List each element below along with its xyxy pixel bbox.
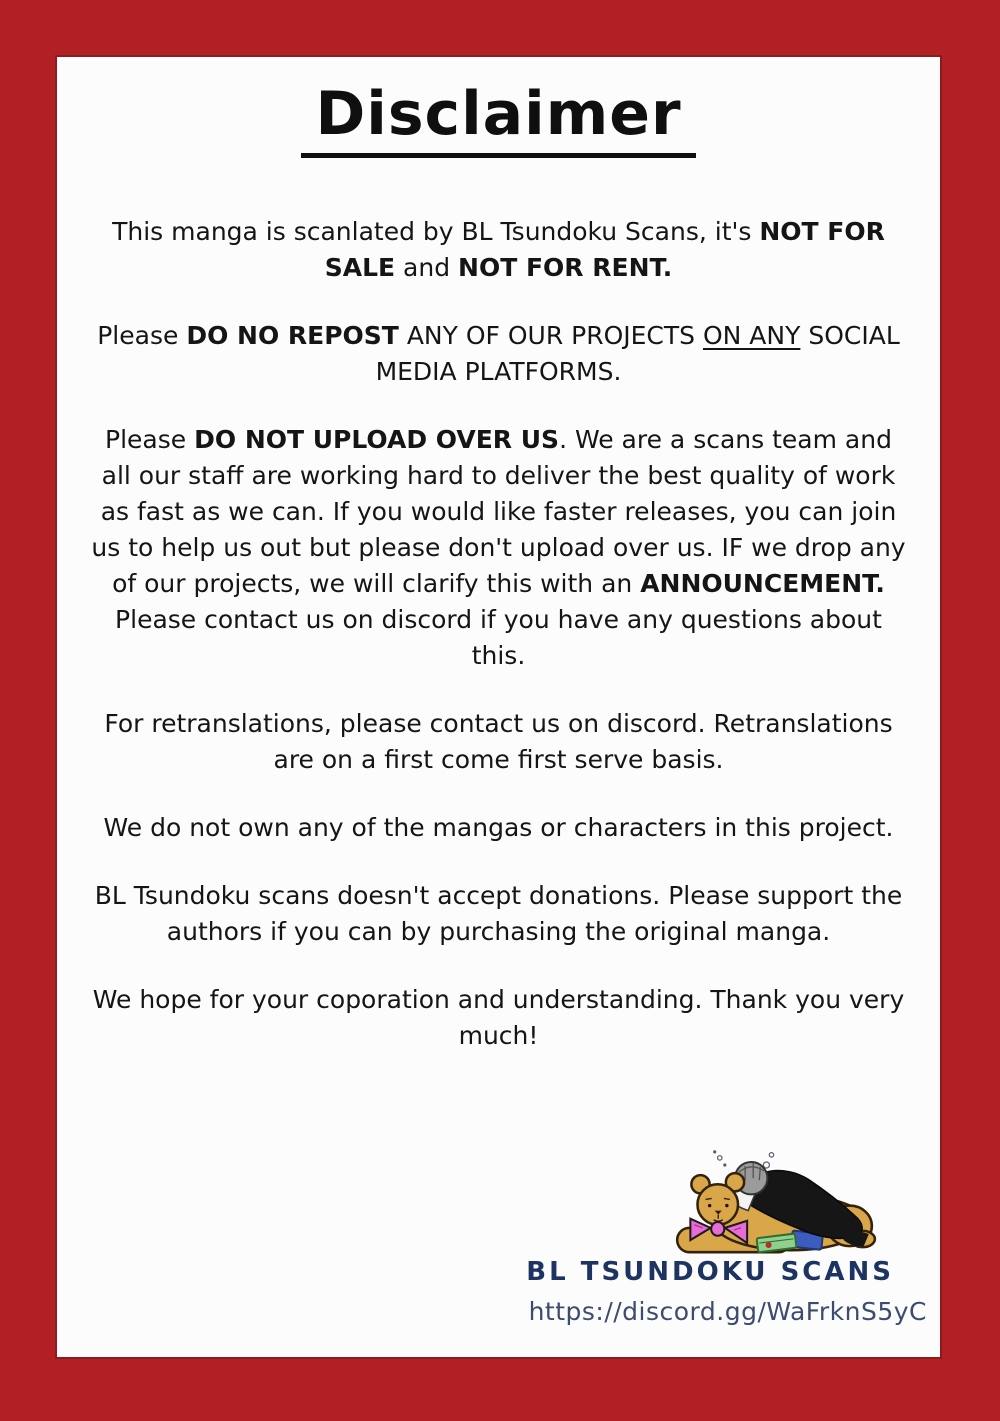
text-segment: NOT FOR RENT. [458,253,673,282]
text-segment: SOCIAL MEDIA PLATFORMS. [375,321,900,386]
disclaimer-paragraph [90,422,908,674]
title-row [57,81,940,158]
text-segment: We hope for your coporation and understanding. Thank you very much! [92,985,905,1050]
text-segment: Please [105,425,195,454]
team-name: BL TSUNDOKU SCANS [526,1257,894,1287]
disclaimer-panel [57,57,940,1357]
text-segment: and [395,253,459,282]
disclaimer-paragraph [90,318,908,390]
text-segment: . We are a scans team and all our staff are working hard to deliver the best quality of work as fast as we can. If you would like faster releases, you can join us to help us out but please don't upload over us. IF we drop any of our projects, we will clarify this with an [91,425,906,598]
text-segment: DO NO REPOST [186,321,399,350]
text-segment: ANNOUNCEMENT. [640,569,885,598]
text-segment: This manga is scanlated by BL Tsundoku Scans, it's [112,217,760,246]
text-segment: We do not own any of the mangas or characters in this project. [103,813,894,842]
text-segment: ANY OF OUR PROJECTS [398,321,703,350]
text-segment: Please contact us on discord if you have any questions about this. [115,605,882,670]
text-segment: NOT FOR SALE [324,217,885,282]
text-segment: Please [97,321,187,350]
text-segment: BL Tsundoku scans doesn't accept donations. Please support the authors if you can by purchasing the original manga. [94,881,903,946]
discord-url: https://discord.gg/WaFrknS5yC [528,1297,927,1326]
disclaimer-paragraph [90,878,908,950]
disclaimer-paragraph [90,982,908,1054]
page-title: Disclaimer [301,81,695,158]
sleeping-man-on-teddy-bear-illustration [664,1147,882,1255]
disclaimer-paragraph [90,810,908,846]
text-segment: ON ANY [702,321,801,350]
disclaimer-paragraph [90,706,908,778]
disclaimer-paragraph [90,214,908,286]
disclaimer-paragraphs [57,214,940,1054]
text-segment: For retranslations, please contact us on discord. Retranslations are on a first come first serve basis. [104,709,893,774]
text-segment: DO NOT UPLOAD OVER US [194,425,560,454]
